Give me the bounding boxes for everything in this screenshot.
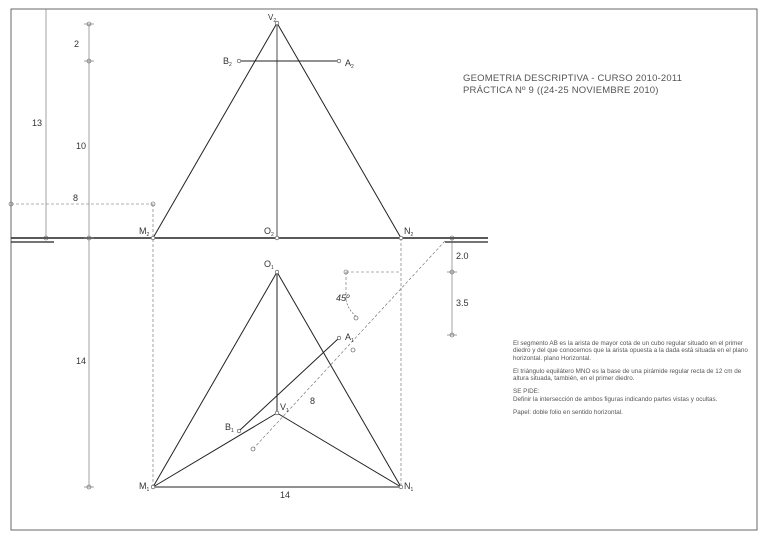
pyramid-edge-left-v bbox=[153, 23, 277, 238]
elevation-view bbox=[153, 23, 401, 238]
dim-14-bottom: 14 bbox=[280, 490, 291, 500]
construction-lines bbox=[11, 204, 445, 487]
label-m2: $M_2$ bbox=[139, 226, 150, 238]
dim-2-0: 2.0 bbox=[456, 251, 469, 261]
pyramid-base-right-h bbox=[277, 272, 401, 487]
label-n1: $N_1$ bbox=[404, 481, 414, 493]
dim-3-5: 3.5 bbox=[456, 298, 469, 308]
dimension-ticks bbox=[9, 22, 454, 489]
pyramid-edge-vn-h bbox=[277, 413, 401, 487]
problem-statement bbox=[513, 340, 753, 422]
statement-cube: El segmento AB es la arista de mayor cota de un cubo regular situado en el primer diedro y del que conocemos que la arista opuesta a la dada está situada en el plano horizontal. plano Horizontal. bbox=[513, 340, 748, 362]
label-n2: $N_2$ bbox=[404, 226, 414, 238]
dim-angle: 45º bbox=[336, 293, 350, 303]
sheet-title bbox=[463, 73, 682, 97]
label-m1: $M_1$ bbox=[139, 481, 150, 493]
label-a1: $A_1$ bbox=[345, 332, 354, 344]
label-v2: $V_2$ bbox=[268, 13, 277, 24]
dim-8-left: 8 bbox=[73, 193, 79, 203]
title-line-2: PRÁCTICA Nº 9 ((24-25 NOVIEMBRE 2010) bbox=[463, 85, 659, 96]
dim-8-diag: 8 bbox=[310, 396, 316, 406]
dim-2: 2 bbox=[74, 39, 80, 49]
label-b1: $B_1$ bbox=[225, 422, 234, 434]
statement-paper: Papel: doble folio en sentido horizontal. bbox=[513, 409, 623, 417]
plan-view bbox=[153, 272, 401, 487]
label-v1: $V_1$ bbox=[280, 402, 289, 414]
title-line-1: GEOMETRIA DESCRIPTIVA - CURSO 2010-2011 bbox=[463, 73, 683, 84]
dim-14-left: 14 bbox=[76, 356, 87, 366]
dim-13: 13 bbox=[32, 118, 43, 128]
pyramid-edge-vm-h bbox=[153, 413, 277, 487]
label-a2: $A_2$ bbox=[345, 58, 354, 70]
segment-ab-h bbox=[239, 338, 339, 431]
dim-10: 10 bbox=[76, 141, 87, 151]
statement-pyramid: El triángulo equilátero MNO es la base de una pirámide regular recta de 12 cm de altura situada, también, en el primer diedro. bbox=[513, 367, 742, 383]
label-b2: $B_2$ bbox=[223, 56, 232, 68]
statement-task: Definir la intersección de ambos figuras indicando partes vistas y ocultas. bbox=[513, 395, 718, 403]
dimension-lines bbox=[46, 9, 457, 487]
label-o1: $O_1$ bbox=[264, 259, 274, 271]
pyramid-edge-right-v bbox=[277, 23, 401, 238]
label-o2: $O_2$ bbox=[264, 226, 274, 238]
statement-heading: SE PIDE: bbox=[513, 388, 540, 396]
pyramid-base-left-h bbox=[153, 272, 277, 487]
